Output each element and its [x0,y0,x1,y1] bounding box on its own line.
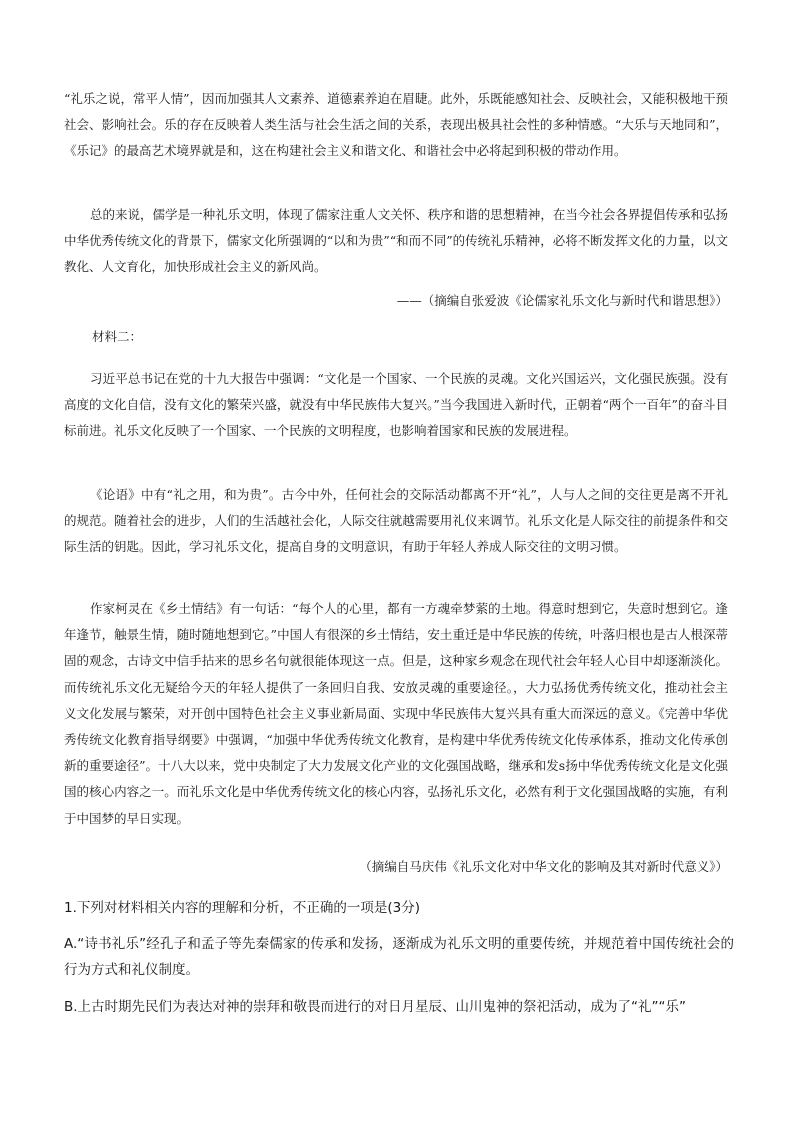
option-b: B.上古时期先民们为表达对神的崇拜和敬畏而进行的对日月星辰、山川鬼神的祭祀活动，成为了“礼”“乐” [64,999,687,1015]
passage-paragraph-5: 作家柯灵在《乡土情结》有一句话：“每个人的心里，都有一方魂牵梦萦的土地。得意时想到它，失意时想到它。逢年逢节，触景生情，随时随地想到它。”中国人有很深的乡土情结，安土重迁是中华民族的传统，叶落归根也是古人根深蒂固的观念，古诗文中信手拈来的思乡名句就很能体现这一点。但是，这种家乡观念在现代社会年轻人心目中却逐渐淡化。而传统礼乐文化无疑给今天的年轻人提供了一条回归自我、安放灵魂的重要途径。，大力弘扬优秀传统文化，推动社会主义文化发展与繁荣，对开创中国特色社会主义事业新局面、实现中华民族伟大复兴具有重大而深远的意义。《完善中华优秀传统文化教育指导纲要》中强调，“加强中华优秀传统文化教育，是构建中华优秀传统文化传承体系，推动文化传承创新的重要途径”。十八大以来，党中央制定了大力发展文化产业的文化强国战略，继承和发s扬中华优秀传统文化是文化强国的核心内容之一。而礼乐文化是中华优秀传统文化的核心内容，弘扬礼乐文化，必然有利于文化强国战略的实施，有利于中国梦的早日实现。 [64,601,728,826]
passage-paragraph-4: 《论语》中有“礼之用，和为贵”。古今中外，任何社会的交际活动都离不开“礼”，人与人之间的交往更是离不开礼的规范。随着社会的进步，人们的生活越社会化，人际交往就越需要用礼仪来调节。礼乐文化是人际交往的前提条件和交际生活的钥匙。因此，学习礼乐文化，提高自身的文明意识，有助于年轻人养成人际交往的文明习惯。 [64,487,728,554]
source-citation-1: ——（摘编自张爱波《论儒家礼乐文化与新时代和谐思想》） [396,293,728,308]
passage-paragraph-3: 习近平总书记在党的十九大报告中强调：“文化是一个国家、一个民族的灵魂。文化兴国运兴，文化强民族强。没有高度的文化自信，没有文化的繁荣兴盛，就没有中华民族伟大复兴。”当今我国进入新时代，正朝着“两个一百年”的奋斗目标前进。礼乐文化反映了一个国家、一个民族的文明程度，也影响着国家和民族的发展进程。 [64,371,728,438]
question-stem: 1.下列对材料相关内容的理解和分析，不正确的一项是(3分) [64,900,421,916]
option-a: A.“诗书礼乐”经孔子和孟子等先秦儒家的传承和发扬，逐渐成为礼乐文明的重要传统，并规范着中国传统社会的行为方式和礼仪制度。 [64,936,734,978]
material-two-label: 材料二： [92,329,143,344]
source-citation-2: （摘编自马庆伟《礼乐文化对中华文化的影响及其对新时代意义》） [359,859,728,874]
passage-paragraph-1: “礼乐之说，常平人情”，因而加强其人文素养、道德素养迫在眉睫。此外，乐既能感知社会、反映社会，又能积极地干预社会、影响社会。乐的存在反映着人类生活与社会生活之间的关系，表现出极具社会性的多种情感。“大乐与天地同和”，《乐记》的最高艺术境界就是和，这在构建社会主义和谐文化、和谐社会中必将起到积极的带动作用。 [64,91,728,158]
passage-paragraph-2: 总的来说，儒学是一种礼乐文明，体现了儒家注重人文关怀、秩序和谐的思想精神，在当今社会各界提倡传承和弘扬中华优秀传统文化的背景下，儒家文化所强调的“以和为贵”“和而不同”的传统礼乐精神，必将不断发挥文化的力量，以文教化、人文育化，加快形成社会主义的新风尚。 [64,207,728,274]
